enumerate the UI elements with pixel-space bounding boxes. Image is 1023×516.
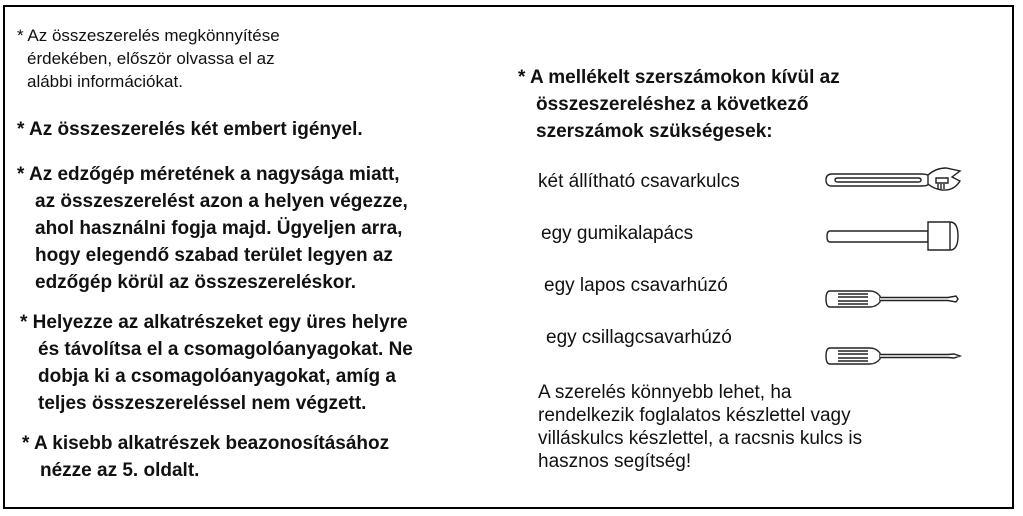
tool-label-wrench: két állítható csavarkulcs <box>538 171 740 192</box>
tool-label-mallet: egy gumikalapács <box>541 223 694 244</box>
intro-paragraph: * Az összeszerelés megkönnyítése érdekében, először olvassa el az alábbi információkat. <box>17 26 280 91</box>
packaging-paragraph: * Helyezze az alkatrészeket egy üres helyre és távolítsa el a csomagolóanyagokat. Ne dobja ki a csomagolóanyagokat, amíg a teljes összeszereléssel nem végzett. <box>20 312 413 414</box>
two-people-paragraph: * Az összeszerelés két embert igényel. <box>17 119 363 140</box>
adjustable-wrench-icon <box>824 164 966 194</box>
small-parts-paragraph: * A kisebb alkatrészek beazonosításához nézze az 5. oldalt. <box>22 433 390 481</box>
rubber-mallet-icon <box>824 214 966 256</box>
tool-label-flat-screwdriver: egy lapos csavarhúzó <box>544 275 728 296</box>
phillips-screwdriver-icon <box>824 345 964 367</box>
workspace-paragraph: * Az edzőgép méretének a nagysága miatt, az összeszerelést azon a helyen végezze, ahol használni fogja majd. Ügyeljen arra, hogy elegendő szabad terület legyen az edzőgép körül az összeszereléskor. <box>17 164 408 293</box>
tools-note: A szerelés könnyebb lehet, ha rendelkezik foglalatos készlettel vagy villáskulcs készlettel, a racsnis kulcs is hasznos segítség! <box>538 382 863 472</box>
tools-heading: * A mellékelt szerszámokon kívül az összeszereléshez a következő szerszámok szükségesek: <box>518 67 840 142</box>
tool-label-phillips-screwdriver: egy csillagcsavarhúzó <box>546 327 732 348</box>
flat-screwdriver-icon <box>824 288 964 310</box>
